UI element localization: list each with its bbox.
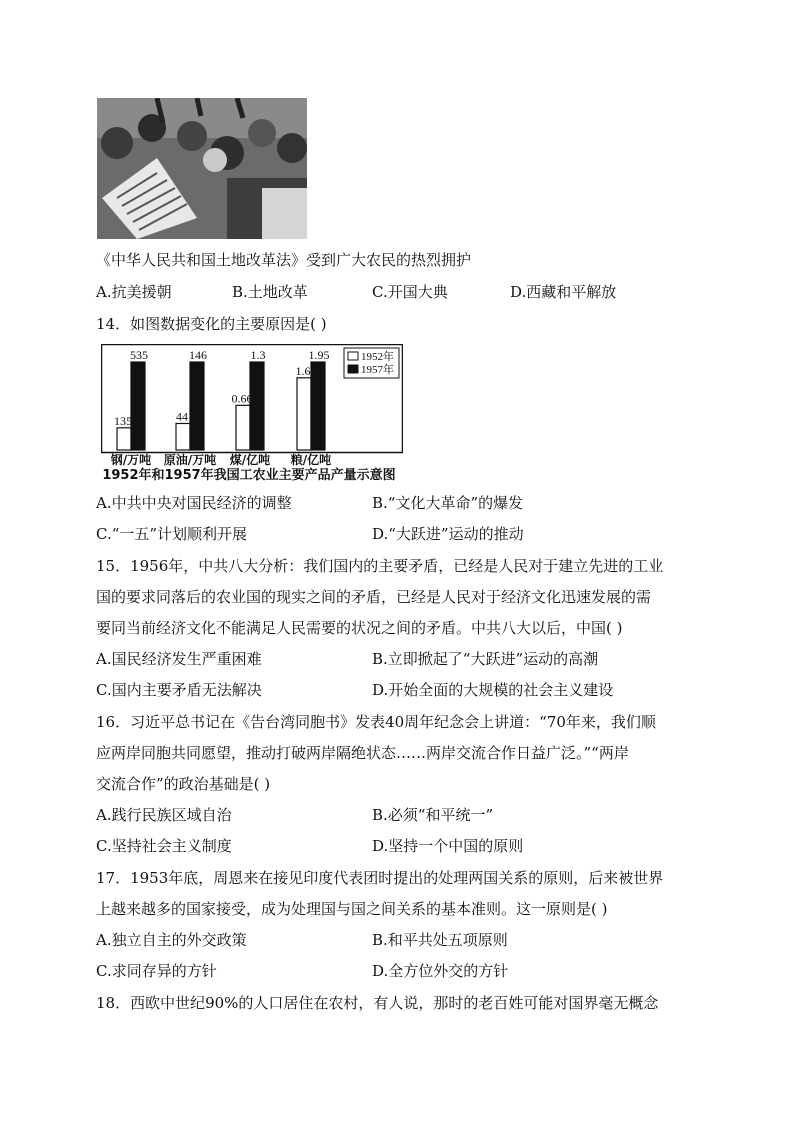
q16-line-1: 16．习近平总书记在《告台湾同胞书》发表40周年纪念会上讲道：“70年来，我们顺 (96, 713, 656, 731)
q15-option-a[interactable]: A.国民经济发生严重困难 (96, 650, 262, 668)
category-label-1: 原油/万吨 (163, 453, 217, 467)
bar-1952-2 (236, 405, 250, 450)
data-label-1957-1: 146 (189, 348, 207, 362)
data-label-1957-3: 1.95 (308, 348, 330, 362)
legend-swatch-1952 (348, 352, 358, 360)
q16-option-c[interactable]: C.坚持社会主义制度 (96, 837, 232, 855)
land-reform-photo (97, 98, 307, 239)
bar-1957-0 (131, 362, 145, 450)
bar-1952-1 (176, 423, 190, 450)
q13-option-c[interactable]: C.开国大典 (372, 283, 448, 301)
q17-option-b[interactable]: B.和平共处五项原则 (372, 931, 508, 949)
q14-option-d[interactable]: D.“大跃进”运动的推动 (372, 525, 524, 543)
bar-1957-3 (311, 362, 325, 450)
q17-option-c[interactable]: C.求同存异的方针 (96, 962, 217, 980)
bar-1952-0 (117, 428, 131, 450)
photo-caption: 《中华人民共和国土地改革法》受到广大农民的热烈拥护 (96, 251, 472, 269)
q17-line-1: 17．1953年底，周恩来在接见印度代表团时提出的处理两国关系的原则，后来被世界 (96, 869, 664, 887)
q16-line-3: 交流合作”的政治基础是( ) (96, 775, 271, 793)
q15-option-b[interactable]: B.立即掀起了“大跃进”运动的高潮 (372, 650, 599, 668)
q15-line-1: 15．1956年，中共八大分析：我们国内的主要矛盾，已经是人民对于建立先进的工业 (96, 557, 664, 575)
q16-option-a[interactable]: A.践行民族区域自治 (96, 806, 232, 824)
q16-option-b[interactable]: B.必须“和平统一” (372, 806, 494, 824)
q17-option-d[interactable]: D.全方位外交的方针 (372, 962, 509, 980)
data-label-1952-2: 0.66 (231, 391, 253, 406)
q13-option-b[interactable]: B.土地改革 (232, 283, 308, 301)
q17-option-a[interactable]: A.独立自主的外交政策 (96, 931, 247, 949)
data-label-1952-1: 44 (176, 409, 188, 424)
bar-1952-3 (297, 378, 311, 450)
legend-swatch-1957 (348, 365, 358, 373)
legend-label-1952: 1952年 (361, 351, 394, 363)
category-label-3: 粮/亿吨 (290, 453, 332, 467)
q14-bar-chart (101, 344, 403, 484)
q13-option-a[interactable]: A.抗美援朝 (96, 283, 172, 301)
q16-option-d[interactable]: D.坚持一个中国的原则 (372, 837, 524, 855)
q14-option-b[interactable]: B.“文化大革命”的爆发 (372, 494, 524, 512)
category-label-0: 钢/万吨 (110, 453, 152, 467)
legend-label-1957: 1957年 (361, 364, 394, 376)
bar-chart-svg (101, 344, 403, 484)
category-label-2: 煤/亿吨 (229, 453, 271, 467)
q16-line-2: 应两岸同胞共同愿望，推动打破两岸隔绝状态……两岸交流合作日益广泛。”“两岸 (96, 744, 629, 762)
data-label-1952-3: 1.6 (295, 363, 311, 378)
q14-option-a[interactable]: A.中共中央对国民经济的调整 (96, 494, 292, 512)
chart-title: 1952年和1957年我国工农业主要产品产量示意图 (102, 468, 396, 483)
q15-line-3: 要同当前经济文化不能满足人民需要的状况之间的矛盾。中共八大以后，中国( ) (96, 619, 623, 637)
q15-option-c[interactable]: C.国内主要矛盾无法解决 (96, 681, 262, 699)
q13-option-d[interactable]: D.西藏和平解放 (510, 283, 617, 301)
q17-line-2: 上越来越多的国家接受，成为处理国与国之间关系的基本准则。这一原则是( ) (96, 900, 608, 918)
bar-1957-2 (250, 362, 264, 450)
data-label-1957-0: 535 (130, 348, 148, 362)
q14-option-c[interactable]: C.“一五”计划顺利开展 (96, 525, 248, 543)
data-label-1957-2: 1.3 (250, 348, 266, 362)
q15-option-d[interactable]: D.开始全面的大规模的社会主义建设 (372, 681, 614, 699)
bar-1957-1 (190, 362, 204, 450)
q18-line-1: 18．西欧中世纪90%的人口居住在农村，有人说，那时的老百姓可能对国界毫无概念 (96, 994, 659, 1012)
q15-line-2: 国的要求同落后的农业国的现实之间的矛盾，已经是人民对于经济文化迅速发展的需 (96, 588, 652, 606)
q14-stem: 14．如图数据变化的主要原因是( ) (96, 315, 327, 333)
data-label-1952-0: 135 (114, 413, 132, 428)
